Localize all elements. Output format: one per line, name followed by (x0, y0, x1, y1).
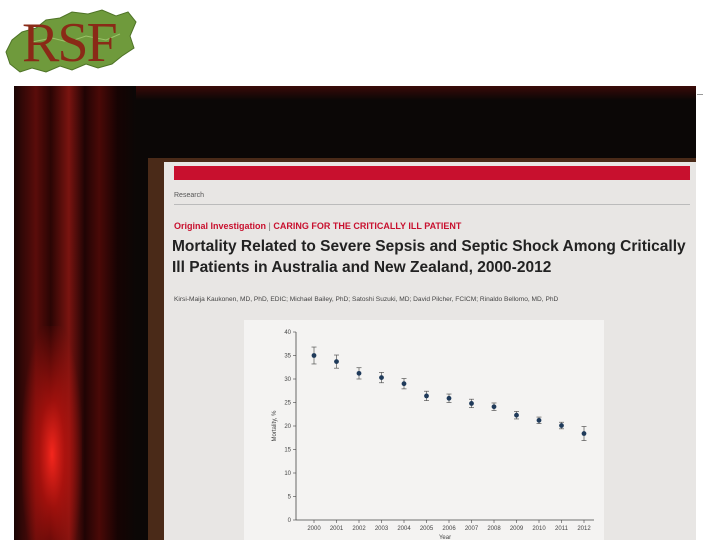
rsf-logo (2, 2, 138, 82)
x-tick-label: 2003 (374, 526, 389, 532)
data-point (357, 371, 362, 376)
data-point (424, 394, 429, 399)
data-point (312, 353, 317, 358)
x-tick-label: 2005 (419, 526, 434, 532)
article-kicker (174, 221, 461, 231)
x-tick-label: 2006 (442, 526, 456, 532)
section-label: Research (174, 192, 204, 199)
chart-svg (244, 320, 604, 540)
x-axis-label: Year (438, 535, 452, 540)
header-rule (174, 204, 690, 205)
data-point (469, 401, 474, 406)
journal-header-bar (174, 166, 690, 180)
kicker-separator: | (268, 221, 271, 231)
x-tick-label: 2000 (307, 526, 321, 532)
slide-nav-mark (697, 94, 703, 95)
y-tick-label: 0 (287, 518, 291, 524)
data-point (402, 381, 407, 386)
y-tick-label: 15 (284, 447, 291, 454)
x-tick-label: 2009 (509, 526, 524, 532)
y-tick-label: 30 (284, 377, 291, 383)
kicker-type: Original Investigation (174, 221, 267, 231)
conference-photo (14, 86, 696, 540)
article-title: Mortality Related to Severe Sepsis and Septic Shock Among Critically Ill Patients in Australia and New Zealand, 2000-2012 (172, 238, 686, 276)
data-point (379, 375, 384, 380)
data-point (559, 423, 564, 428)
y-axis-label: Mortality, % (272, 410, 278, 442)
x-tick-label: 2008 (487, 526, 501, 532)
kicker-topic: CARING FOR THE CRITICALLY ILL PATIENT (273, 221, 462, 231)
x-tick-label: 2011 (555, 526, 568, 532)
data-point (582, 431, 587, 436)
y-tick-label: 40 (284, 330, 291, 336)
y-tick-label: 20 (284, 424, 291, 430)
data-point (492, 404, 497, 409)
data-point (334, 359, 339, 364)
y-tick-label: 35 (284, 353, 291, 360)
y-tick-label: 10 (284, 471, 291, 477)
mortality-chart (244, 320, 604, 540)
data-point (447, 396, 452, 401)
x-tick-label: 2004 (397, 526, 411, 532)
article-authors: Kirsi-Maija Kaukonen, MD, PhD, EDIC; Michael Bailey, PhD; Satoshi Suzuki, MD; David Pilcher, FCICM; Rinaldo Bellomo, MD, PhD (174, 296, 559, 303)
x-tick-label: 2002 (352, 526, 366, 532)
y-tick-label: 5 (287, 494, 291, 501)
logo-lettering: RSF (22, 12, 116, 74)
data-point (514, 413, 519, 418)
x-tick-label: 2010 (532, 526, 546, 532)
red-stage-light (22, 326, 82, 540)
y-tick-label: 25 (284, 400, 291, 407)
x-tick-label: 2001 (329, 526, 344, 532)
header-band (0, 0, 720, 86)
data-point (537, 418, 542, 423)
x-tick-label: 2012 (577, 526, 591, 532)
x-tick-label: 2007 (464, 526, 479, 532)
